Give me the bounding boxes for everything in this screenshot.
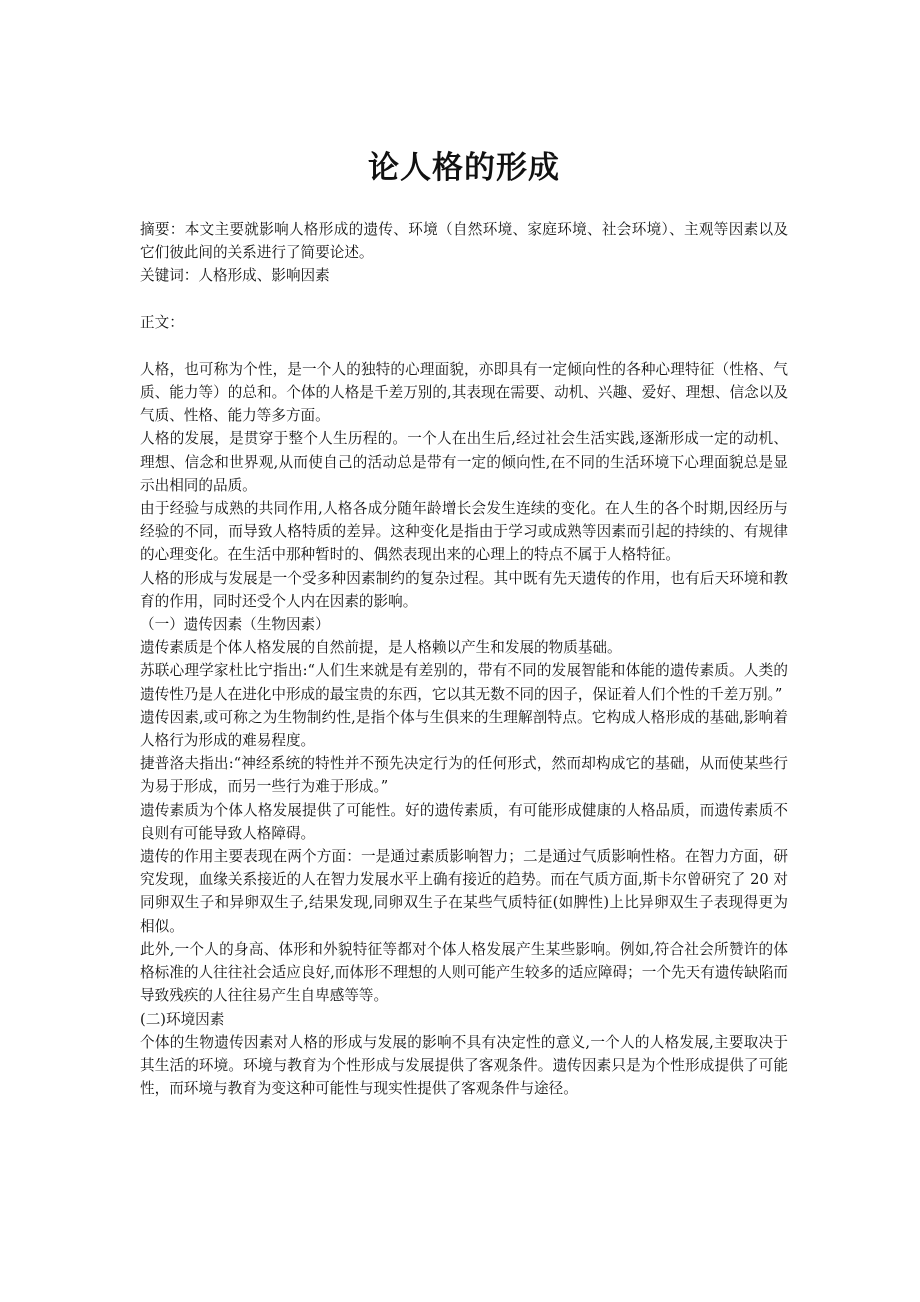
body-paragraph: 遗传因素,或可称之为生物制约性,是指个体与生俱来的生理解剖特点。它构成人格形成的基础,影响着人格行为形成的难易程度。	[140, 708, 788, 750]
body-paragraph: 人格的形成与发展是一个受多种因素制约的复杂过程。其中既有先天遗传的作用，也有后天环境和教育的作用，同时还受个人内在因素的影响。	[140, 569, 788, 610]
section-heading-genetic: （一）遗传因素（生物因素）	[140, 616, 330, 634]
spacer	[140, 334, 788, 358]
body-paragraph: 人格的发展，是贯穿于整个人生历程的。一个人在出生后,经过社会生活实践,逐渐形成一定的动机、理想、信念和世界观,从而使自己的活动总是带有一定的倾向性,在不同的生活环境下心理面貌总是显示出相同的品质。	[140, 430, 788, 494]
keywords-line: 关键词：人格形成、影响因素	[140, 267, 330, 285]
body-paragraph: 苏联心理学家杜比宁指出:“人们生来就是有差别的，带有不同的发展智能和体能的遗传素质。人类的遗传性乃是人在进化中形成的最宝贵的东西，它以其无数不同的因子，保证着人们个性的千差万别。”	[140, 662, 788, 703]
body-paragraph: 个体的生物遗传因素对人格的形成与发展的影响不具有决定性的意义,一个人的人格发展,主要取决于其生活的环境。环境与教育为个性形成与发展提供了客观条件。遗传因素只是为个性形成提供了可能性，而环境与教育为变这种可能性与现实性提供了客观条件与途径。	[140, 1033, 788, 1098]
spacer	[140, 288, 788, 311]
body-paragraph: 由于经验与成熟的共同作用,人格各成分随年龄增长会发生连续的变化。在人生的各个时期,因经历与经验的不同，而导致人格特质的差异。这种变化是指由于学习或成熟等因素而引起的持续的、有规律的心理变化。在生活中那种暂时的、偶然表现出来的心理上的特点不属于人格特征。	[140, 500, 788, 564]
abstract-paragraph: 摘要：本文主要就影响人格形成的遗传、环境（自然环境、家庭环境、社会环境）、主观等因素以及它们彼此间的关系进行了简要论述。	[140, 221, 788, 262]
document-body	[140, 218, 788, 1100]
body-paragraph: 人格，也可称为个性，是一个人的独特的心理面貌，亦即具有一定倾向性的各种心理特征（性格、气质、能力等）的总和。个体的人格是千差万别的,其表现在需要、动机、兴趣、爱好、理想、信念以及气质、性格、能力等多方面。	[140, 360, 788, 425]
body-paragraph: 捷普洛夫指出:“神经系统的特性并不预先决定行为的任何形式，然而却构成它的基础，从而使某些行为易于形成，而另一些行为难于形成。”	[140, 755, 788, 796]
body-paragraph: 遗传的作用主要表现在两个方面：一是通过素质影响智力；二是通过气质影响性格。在智力方面，研究发现，血缘关系接近的人在智力发展水平上确有接近的趋势。而在气质方面,斯卡尔曾研究了 20 对同卵双生子和异卵双生子,结果发现,同卵双生子在某些气质特征(如脾性)上比异卵双生子表现得更为相似。	[140, 848, 788, 935]
document-title: 论人格的形成	[368, 150, 560, 186]
body-paragraph: 此外,一个人的身高、体形和外貌特征等都对个体人格发展产生某些影响。例如,符合社会所赞许的体格标准的人往往社会适应良好,而体形不理想的人则可能产生较多的适应障碍；一个先天有遗传缺陷而导致残疾的人往往易产生自卑感等等。	[140, 940, 788, 1005]
body-label: 正文：	[140, 313, 184, 331]
section-heading-environment: (二)环境因素	[140, 1010, 225, 1028]
body-paragraph: 遗传素质是个体人格发展的自然前提，是人格赖以产生和发展的物质基础。	[140, 639, 622, 657]
body-paragraph: 遗传素质为个体人格发展提供了可能性。好的遗传素质，有可能形成健康的人格品质，而遗传素质不良则有可能导致人格障碍。	[140, 801, 788, 842]
